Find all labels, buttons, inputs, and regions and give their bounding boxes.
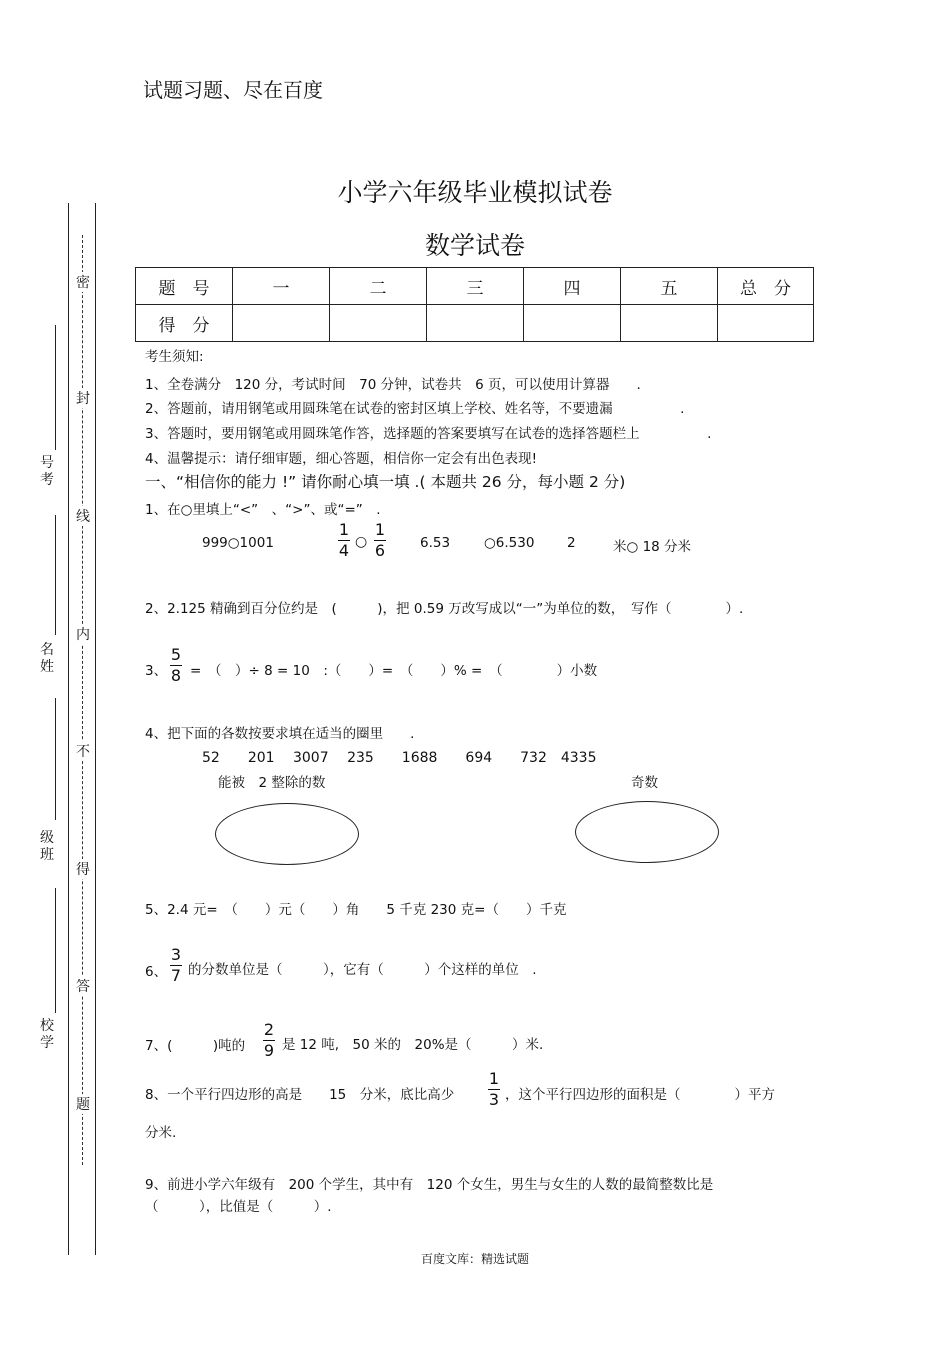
- score-cell[interactable]: [621, 305, 718, 342]
- question-8-line2: 分米.: [145, 1125, 177, 1141]
- seal-char-de: 得: [75, 859, 91, 879]
- score-header-cell: 五: [621, 268, 718, 305]
- side-label-school: 校学: [40, 1018, 54, 1051]
- score-header-cell: 一: [233, 268, 330, 305]
- q7-fraction: [263, 1021, 275, 1060]
- question-2-text: 2、2.125 精确到百分位约是 ( )，把 0.59 万改写成以“一”为单位的数， 写作（ ）.: [145, 601, 744, 617]
- margin-line-outer: [68, 203, 69, 1255]
- fraction-denominator: 4: [338, 541, 350, 560]
- notice-item: 4、温馨提示：请仔细审题，细心答题，相信你一定会有出色表现!: [145, 451, 538, 467]
- question-7-rest: 是 12 吨, 50 米的 20%是（ ）米.: [282, 1037, 544, 1053]
- q1-fraction-b: [374, 521, 386, 560]
- seal-dashed-line: [82, 235, 83, 1165]
- score-header-cell: 三: [427, 268, 524, 305]
- question-6-rest: 的分数单位是（ ），它有（ ）个这样的单位 .: [188, 962, 537, 978]
- side-line-segment: [55, 515, 56, 635]
- fraction-numerator: 1: [374, 520, 386, 539]
- fraction-numerator: 2: [263, 1020, 275, 1039]
- score-header-cell: 题 号: [136, 268, 233, 305]
- fraction-denominator: 7: [170, 966, 182, 985]
- q6-fraction: [170, 946, 182, 985]
- question-1-text: 1、在○里填上“<” 、“>”、或“=” .: [145, 502, 381, 518]
- score-header-cell: 四: [524, 268, 621, 305]
- score-header-cell: 总 分: [718, 268, 814, 305]
- question-9-line1: 9、前进小学六年级有 200 个学生，其中有 120 个女生，男生与女生的人数的最简整数比是: [145, 1177, 714, 1193]
- q1-part-a: 999○1001: [202, 535, 274, 551]
- side-label-class: 级班: [40, 830, 54, 863]
- fraction-numerator: 5: [170, 645, 182, 664]
- exam-subtitle: 数学试卷: [424, 231, 525, 260]
- side-line-segment: [55, 325, 56, 450]
- fraction-numerator: 1: [338, 520, 350, 539]
- side-line-segment: [55, 698, 56, 820]
- score-header-cell: 二: [330, 268, 427, 305]
- fraction-numerator: 1: [488, 1069, 500, 1088]
- question-8-prefix: 8、一个平行四边形的高是 15 分米，底比高少: [145, 1087, 455, 1103]
- score-cell[interactable]: [524, 305, 621, 342]
- score-cell[interactable]: [427, 305, 524, 342]
- score-cell[interactable]: [330, 305, 427, 342]
- notice-heading: 考生须知:: [145, 349, 204, 365]
- notice-item: 1、全卷满分 120 分，考试时间 70 分钟，试卷共 6 页，可以使用计算器 .: [145, 377, 641, 393]
- score-table-score-row: [136, 305, 814, 342]
- side-label-exam-number: 号考: [40, 455, 54, 488]
- q1-compare-circle[interactable]: ○: [355, 534, 368, 550]
- page-footer: 百度文库：精选试题: [420, 1252, 529, 1266]
- seal-char-mi: 密: [75, 272, 91, 292]
- question-9-line2: （ ），比值是（ ）.: [145, 1199, 332, 1215]
- side-label-name: 名姓: [40, 642, 54, 675]
- q4-even-answer-ellipse[interactable]: [215, 803, 359, 865]
- margin-line-inner: [95, 203, 96, 1255]
- exam-title: 小学六年级毕业模拟试卷: [337, 178, 613, 207]
- section-heading: 一、“相信你的能力 !” 请你耐心填一填 .( 本题共 26 分，每小题 2 分): [145, 473, 626, 491]
- q1-part-f: 米○ 18 分米: [613, 539, 692, 555]
- question-3-prefix: 3、: [145, 663, 168, 679]
- question-7-prefix: 7、( )吨的: [145, 1038, 246, 1054]
- seal-char-feng: 封: [75, 388, 91, 408]
- notice-item: 2、答题前，请用钢笔或用圆珠笔在试卷的密封区填上学校、姓名等，不要遗漏 .: [145, 401, 685, 417]
- score-cell[interactable]: [233, 305, 330, 342]
- q1-fraction-a: [338, 521, 350, 560]
- question-6-prefix: 6、: [145, 964, 168, 980]
- question-8-rest: ，这个平行四边形的面积是（ ）平方: [505, 1087, 775, 1103]
- q4-label-odd: 奇数: [631, 775, 658, 791]
- q1-part-e: 2: [567, 535, 576, 551]
- q1-part-c: 6.53: [420, 535, 451, 551]
- q4-numbers: 52 201 3007 235 1688 694 732 4335: [202, 750, 597, 766]
- question-4-text: 4、把下面的各数按要求填在适当的圈里 .: [145, 726, 415, 742]
- q8-fraction: [488, 1070, 500, 1109]
- seal-char-nei: 内: [75, 624, 91, 644]
- page-header: 试题习题、尽在百度: [143, 78, 323, 102]
- seal-char-da: 答: [75, 976, 91, 996]
- seal-char-xian: 线: [75, 506, 91, 526]
- side-line-segment: [55, 888, 56, 1013]
- q3-fraction: [170, 646, 182, 685]
- question-3-rest: = （ ）÷ 8 = 10 :（ ）= （ ）% = （ ）小数: [190, 663, 598, 679]
- q4-label-even: 能被 2 整除的数: [218, 775, 326, 791]
- notice-item: 3、答题时，要用钢笔或用圆珠笔作答，选择题的答案要填写在试卷的选择答题栏上 .: [145, 426, 712, 442]
- seal-char-bu: 不: [75, 741, 91, 761]
- question-5-text: 5、2.4 元= （ ）元（ ）角 5 千克 230 克=（ ）千克: [145, 902, 567, 918]
- q1-part-d: ○6.530: [484, 535, 535, 551]
- fraction-denominator: 9: [263, 1041, 275, 1060]
- fraction-numerator: 3: [170, 945, 182, 964]
- seal-char-ti: 题: [75, 1094, 91, 1114]
- score-cell[interactable]: [718, 305, 814, 342]
- score-table-header-row: [136, 268, 814, 305]
- fraction-denominator: 8: [170, 666, 182, 685]
- fraction-denominator: 3: [488, 1090, 500, 1109]
- score-table: [135, 267, 814, 342]
- score-row-label: 得 分: [136, 305, 233, 342]
- fraction-denominator: 6: [374, 541, 386, 560]
- q4-odd-answer-ellipse[interactable]: [575, 801, 719, 863]
